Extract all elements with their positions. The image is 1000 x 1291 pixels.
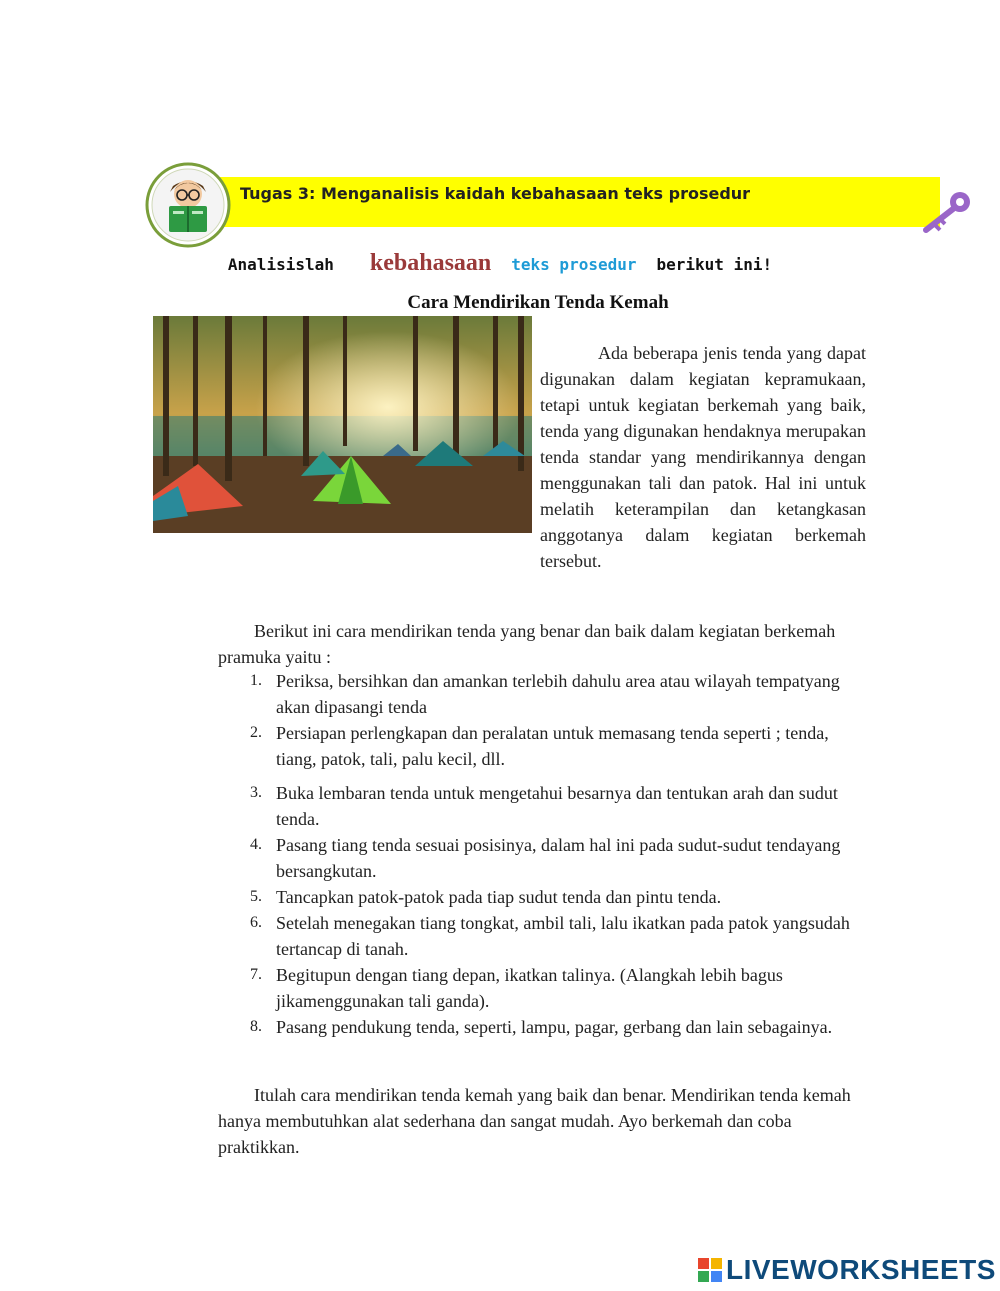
list-item <box>250 668 860 720</box>
list-item <box>250 962 860 1014</box>
step-number: 2. <box>250 724 262 741</box>
step-text: Buka lembaran tenda untuk mengetahui besarnya dan tentukan arah dan sudut tenda. <box>276 783 838 829</box>
step-number: 5. <box>250 888 262 905</box>
liveworksheets-logo[interactable] <box>698 1253 996 1287</box>
step-number: 3. <box>250 784 262 801</box>
instruction-part-2: kebahasaan <box>369 250 492 276</box>
article-title: Cara Mendirikan Tenda Kemah <box>407 292 669 313</box>
list-item <box>250 1014 860 1040</box>
task-title: Tugas 3: Menganalisis kaidah kebahasaan teks prosedur <box>240 184 751 203</box>
list-item <box>250 832 860 884</box>
closing-paragraph: Itulah cara mendirikan tenda kemah yang baik dan benar. Mendirikan tenda kemah hanya membutuhkan alat sederhana dan sangat mudah. Ayo berkemah dan coba praktikkan. <box>218 1085 851 1157</box>
step-number: 4. <box>250 836 262 853</box>
instruction-line <box>0 250 1000 277</box>
key-icon <box>918 188 974 234</box>
list-item <box>250 910 860 962</box>
step-text: Begitupun dengan tiang depan, ikatkan talinya. (Alangkah lebih bagus jikamenggunakan tali ganda). <box>276 965 783 1011</box>
step-number: 6. <box>250 914 262 931</box>
list-item <box>250 780 860 832</box>
reading-student-icon <box>145 162 231 248</box>
instruction-part-4: berikut ini! <box>656 255 773 274</box>
step-text: Persiapan perlengkapan dan peralatan untuk memasang tenda seperti ; tenda, tiang, patok, tali, palu kecil, dll. <box>276 723 829 769</box>
step-number: 1. <box>250 672 262 689</box>
step-text: Tancapkan patok-patok pada tiap sudut tenda dan pintu tenda. <box>276 887 722 907</box>
instruction-part-3: teks prosedur <box>511 255 637 274</box>
step-text: Pasang tiang tenda sesuai posisinya, dalam hal ini pada sudut-sudut tendayang bersangkutan. <box>276 835 841 881</box>
instruction-part-1: Analisislah <box>227 255 334 274</box>
step-number: 8. <box>250 1018 262 1035</box>
brand-name: LIVEWORKSHEETS <box>726 1254 996 1285</box>
list-item <box>250 720 860 772</box>
step-text: Periksa, bersihkan dan amankan terlebih dahulu area atau wilayah tempatyang akan dipasangi tenda <box>276 671 840 717</box>
step-number: 7. <box>250 966 262 983</box>
step-text: Setelah menegakan tiang tongkat, ambil tali, lalu ikatkan pada patok yangsudah tertancap di tanah. <box>276 913 850 959</box>
step-text: Pasang pendukung tenda, seperti, lampu, pagar, gerbang dan lain sebagainya. <box>276 1017 833 1037</box>
intro-paragraph: Ada beberapa jenis tenda yang dapat digunakan dalam kegiatan kepramukaan, tetapi untuk kegiatan berkemah yang baik, tenda yang digunakan hendaknya merupakan tenda standar yang mendirikannya dengan menggunakan tali dan patok. Hal ini untuk melatih keterampilan dan ketangkasan anggotanya dalam kegiatan berkemah tersebut. <box>540 343 866 571</box>
lead-paragraph: Berikut ini cara mendirikan tenda yang benar dan baik dalam kegiatan berkemah pramuka yaitu : <box>218 621 836 667</box>
steps-list <box>250 668 860 1040</box>
camping-tents-photo <box>153 316 532 533</box>
liveworksheets-mark-icon <box>698 1258 722 1282</box>
list-item <box>250 884 860 910</box>
